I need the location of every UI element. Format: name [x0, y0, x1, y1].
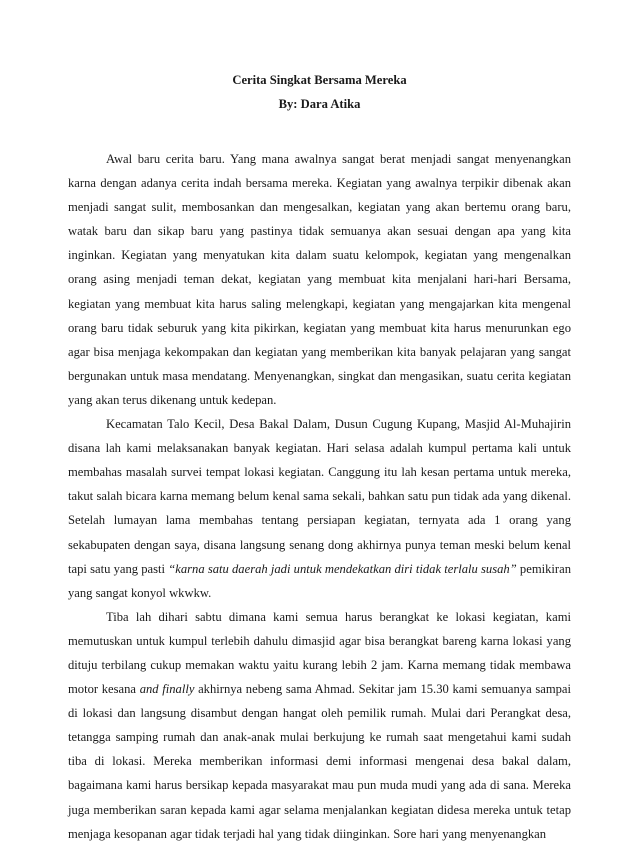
document-author: By: Dara Atika — [278, 97, 361, 111]
italic-quote: “karna satu daerah jadi untuk mendekatkan diri tidak terlalu susah” — [168, 561, 517, 576]
italic-phrase: and finally — [139, 682, 195, 697]
paragraph-1 — [68, 147, 571, 412]
document-title: Cerita Singkat Bersama Mereka — [232, 73, 407, 87]
paragraph-text: akhirnya nebeng sama Ahmad. Sekitar jam 15.30 kami semuanya sampai di lokasi dan langsung disambut dengan hangat oleh pemilik rumah. Mulai dari Perangkat desa, tetangga samping rumah dan anak-anak mulai berkujung ke rumah saat mengetahui kami sudah tiba di lokasi. Mereka memberikan informasi demi informasi mengenai desa bakal dalam, bagaimana kami harus bersikap kepada masyarakat mau pun muda mudi yang ada di sana. Mereka juga memberikan saran kepada kami agar selama menjalankan kegiatan didesa mereka untuk tetap menjaga kesopanan agar tidak terjadi hal yang tidak diinginkan. Sore hari yang menyenangkan — [68, 682, 571, 841]
paragraph-text: Awal baru cerita baru. Yang mana awalnya sangat berat menjadi sangat menyenangkan karna dengan adanya cerita indah bersama mereka. Kegiatan yang awalnya terpikir dibenak akan menjadi sangat sulit, membosankan dan mengesalkan, kegiatan yang akan bertemu orang baru, watak baru dan sikap baru yang pastinya tidak semuanya akan sesuai dengan apa yang kita inginkan. Kegiatan yang menyatukan kita dalam suatu kelompok, kegiatan yang mengenalkan orang asing menjadi teman dekat, kegiatan yang membuat kita menjalani hari-hari Bersama, kegiatan yang membuat kita harus saling melengkapi, kegiatan yang mengajarkan kita mengenal orang baru tidak seburuk yang kita pikirkan, kegiatan yang membuat kita harus menurunkan ego agar bisa menjaga kekompakan dan kegiatan yang memberikan kita banyak pelajaran yang sangat bergunakan untuk masa mendatang. Menyenangkan, singkat dan mengasikan, suatu cerita kegiatan yang akan terus dikenang untuk kedepan. — [68, 152, 571, 407]
paragraph-text: Kecamatan Talo Kecil, Desa Bakal Dalam, Dusun Cugung Kupang, Masjid Al-Muhajirin disana lah kami melaksanakan banyak kegiatan. Hari selasa adalah kumpul pertama kali untuk membahas masalah survei tempat lokasi kegiatan. Canggung itu lah kesan pertama untuk mereka, takut salah bicara karna memang belum kenal sama sekali, bahkan satu pun tidak ada yang dikenal. Setelah lumayan lama membahas tentang persiapan kegiatan, ternyata ada 1 orang yang sekabupaten dengan saya, disana langsung senang dong akhirnya punya teman meski belum kenal tapi satu yang pasti — [68, 417, 571, 576]
document-page — [68, 70, 571, 846]
paragraph-3 — [68, 605, 571, 846]
paragraph-2 — [68, 412, 571, 605]
paragraph-text: Tiba lah dihari sabtu dimana kami semua harus berangkat ke lokasi kegiatan, kami memutuskan untuk kumpul terlebih dahulu dimasjid agar bisa berangkat bareng karna lokasi yang dituju terbilang cukup memakan waktu yaitu kurang lebih 2 jam. Karna memang tidak membawa motor kesana — [68, 609, 571, 697]
paragraph-text: pemikiran yang sangat konyol wkwkw. — [68, 561, 571, 600]
document-body — [68, 147, 571, 846]
